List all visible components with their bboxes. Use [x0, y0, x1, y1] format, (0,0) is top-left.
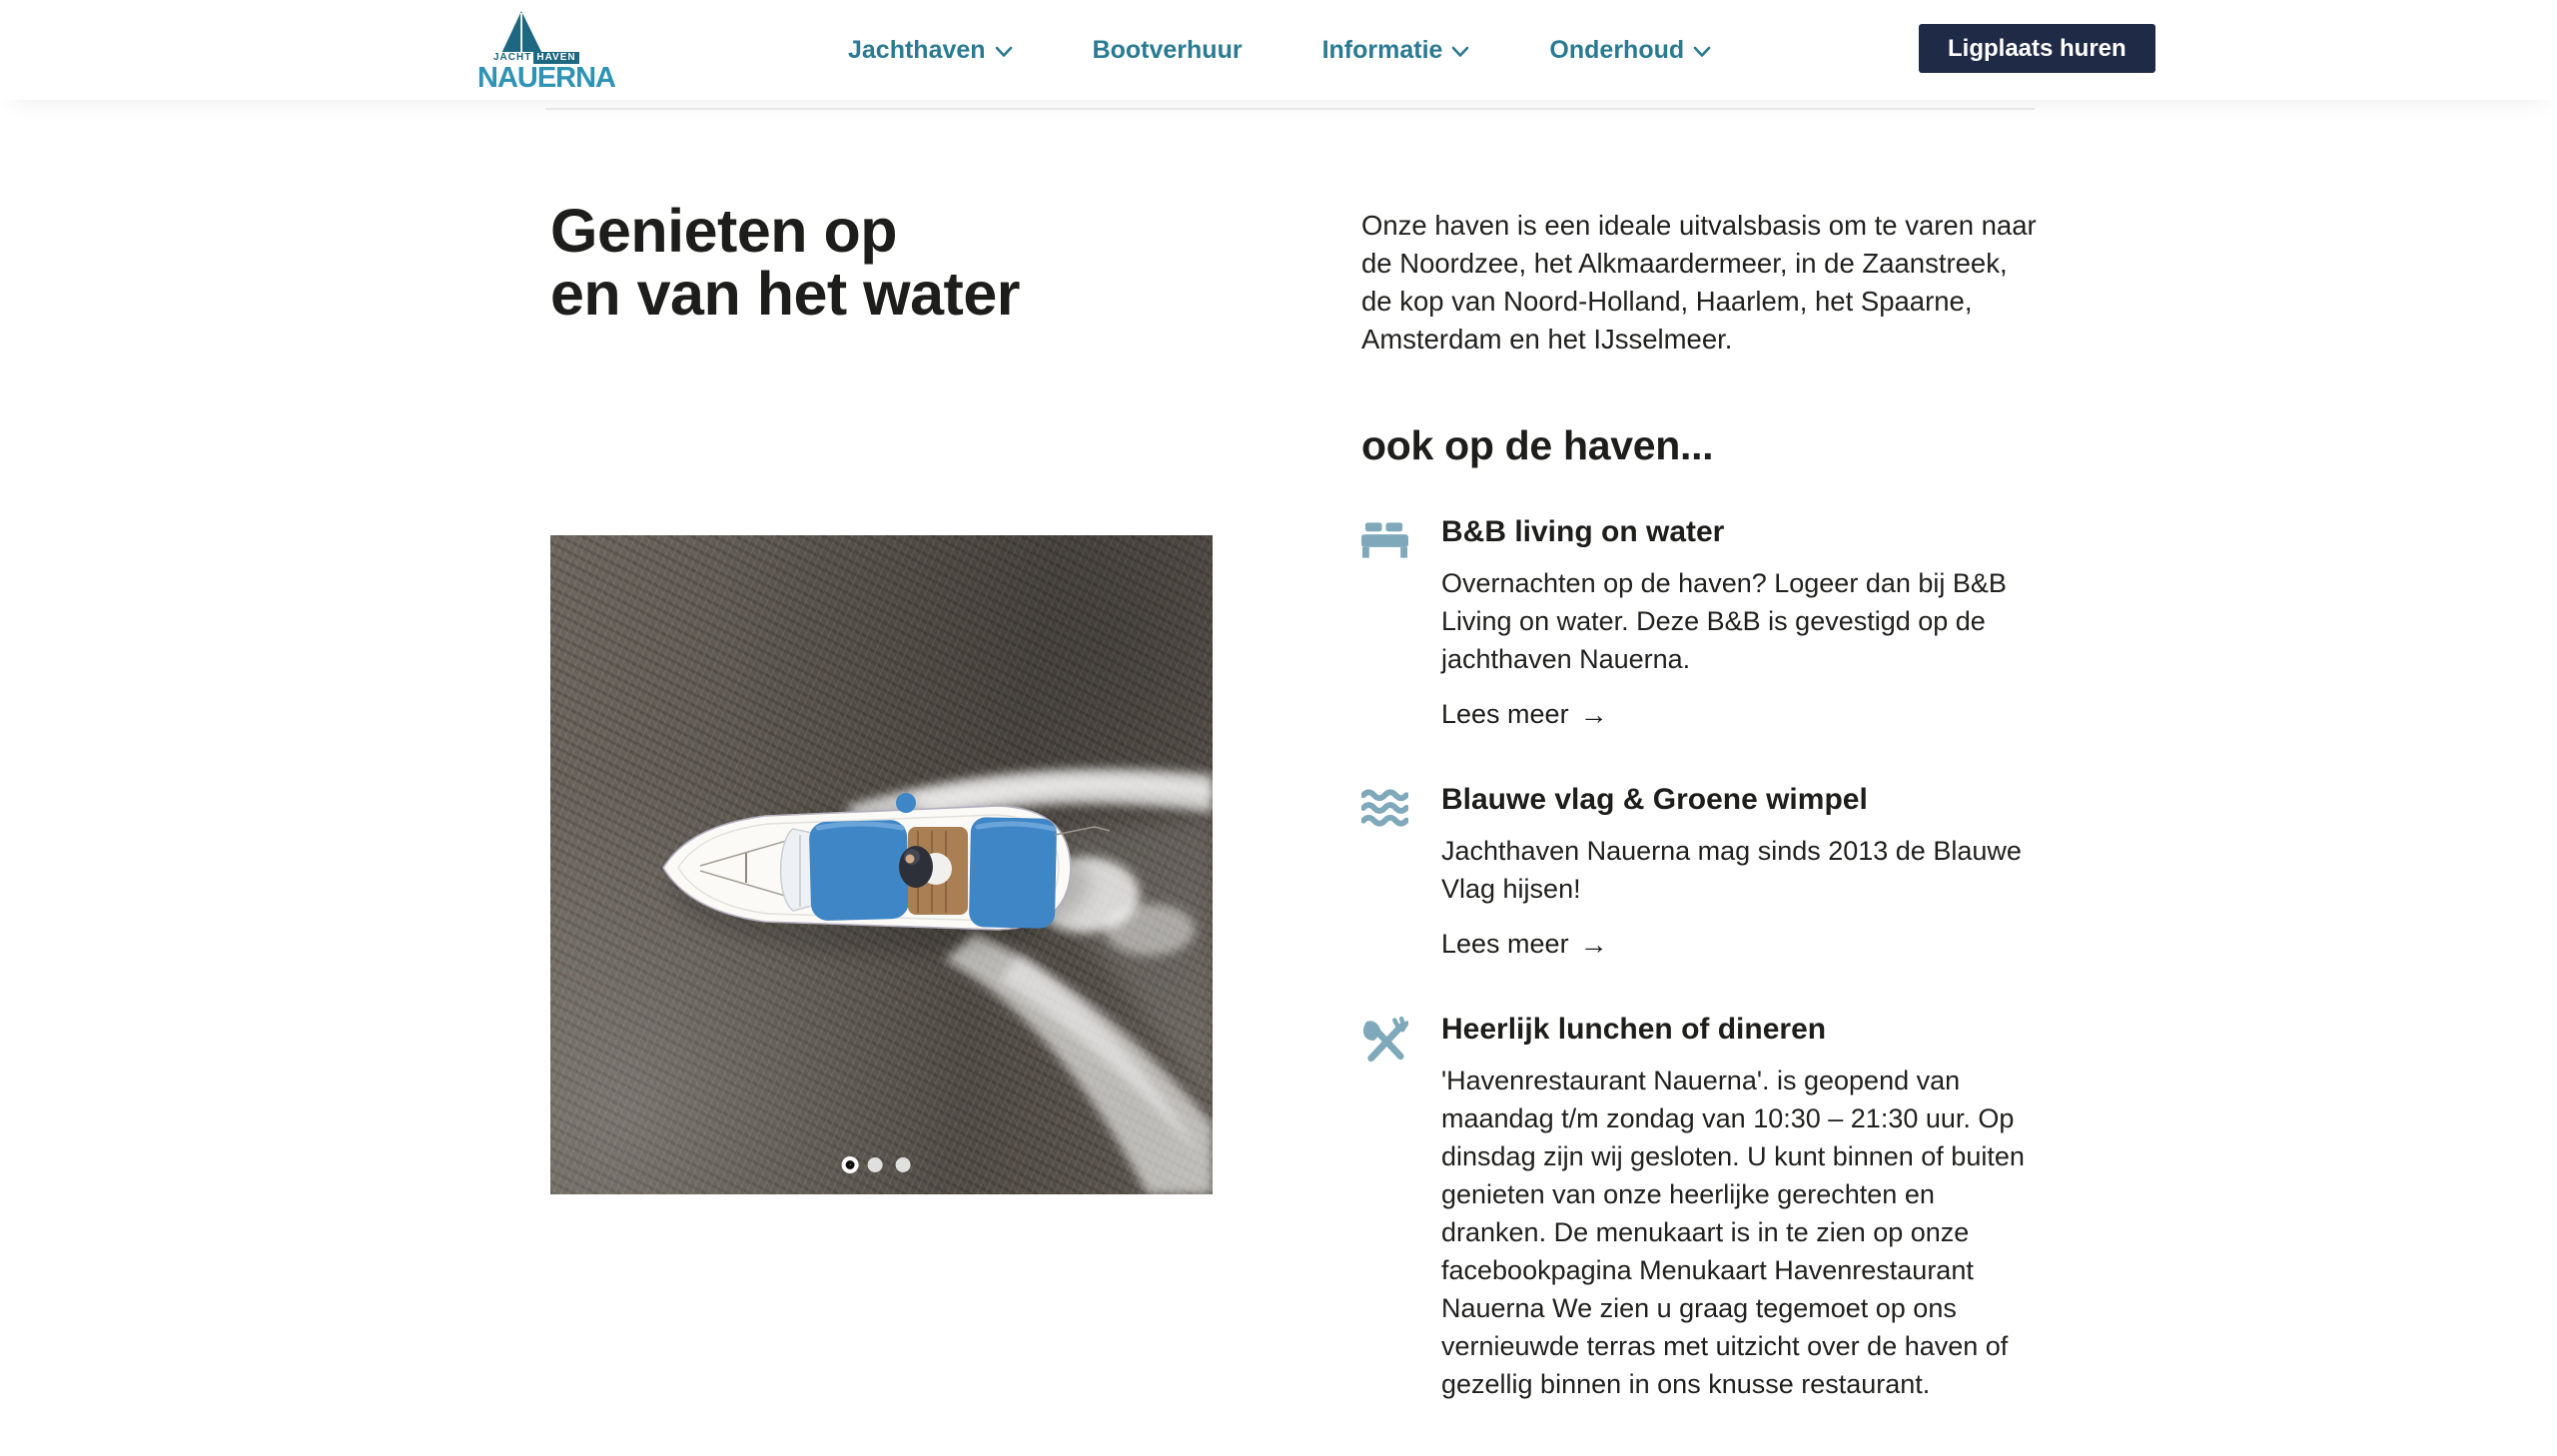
bed-icon	[1361, 515, 1408, 730]
chevron-down-icon	[995, 46, 1013, 58]
nav-item-jachthaven[interactable]	[848, 36, 1013, 65]
content-column	[1361, 207, 2037, 1456]
carousel-dot-3[interactable]	[895, 1157, 910, 1172]
page-title-line2: en van het water	[550, 260, 1020, 328]
logo-brand-text: NAUERNA	[477, 62, 615, 94]
logo[interactable]	[477, 7, 615, 94]
utensils-icon	[1361, 1013, 1408, 1403]
nav-item-bootverhuur[interactable]	[1093, 36, 1243, 65]
intro-paragraph: Onze haven is een ideale uitvalsbasis om te varen naar de Noordzee, het Alkmaardermeer, in de Zaanstreek, de kop van Noord-Holland, Haarlem, het Spaarne, Amsterdam en het IJsselmeer.	[1361, 210, 2037, 355]
feature-title: B&B living on water	[1441, 515, 1725, 548]
feature-title: Blauwe vlag & Groene wimpel	[1441, 783, 1868, 816]
ligplaats-huren-button[interactable]: Ligplaats huren	[1919, 24, 2155, 73]
page-title-line1: Genieten op	[550, 197, 897, 265]
chevron-down-icon	[1451, 46, 1469, 58]
nav-item-label: Jachthaven	[848, 35, 986, 64]
feature-body: Overnachten op de haven? Logeer dan bij B&B Living on water. Deze B&B is gevestigd op de jachthaven Nauerna.	[1441, 568, 2007, 674]
logo-word-right: HAVEN	[533, 52, 578, 64]
site-header	[0, 0, 2557, 100]
boat-photo-illustration	[550, 535, 1213, 1194]
logo-word-left: JACHT	[493, 52, 532, 63]
nav-item-informatie[interactable]	[1322, 36, 1470, 65]
waves-icon	[1361, 783, 1408, 960]
carousel-dot-1[interactable]	[845, 1160, 854, 1169]
nav-item-label: Bootverhuur	[1092, 35, 1243, 64]
feature-bnb	[1361, 515, 2037, 730]
photo-carousel[interactable]	[550, 535, 1213, 1194]
lees-meer-label: Lees meer	[1441, 699, 1569, 729]
arrow-right-icon: →	[1579, 698, 1608, 730]
nav-item-label: Onderhoud	[1549, 35, 1685, 64]
header-divider	[545, 108, 2035, 110]
feature-restaurant	[1361, 1013, 2037, 1403]
lees-meer-link[interactable]	[1441, 929, 1608, 960]
feature-body: Jachthaven Nauerna mag sinds 2013 de Blauwe Vlag hijsen!	[1441, 836, 2022, 904]
arrow-right-icon: →	[1579, 928, 1608, 960]
chevron-down-icon	[1693, 46, 1711, 58]
lees-meer-link[interactable]	[1441, 699, 1608, 730]
carousel-dots	[845, 1157, 910, 1172]
lees-meer-label: Lees meer	[1441, 929, 1569, 959]
nav-item-onderhoud[interactable]	[1549, 36, 1711, 65]
feature-content	[1441, 783, 2037, 960]
feature-title: Heerlijk lunchen of dineren	[1441, 1013, 1827, 1046]
carousel-dot-2[interactable]	[867, 1157, 882, 1172]
main-nav	[848, 0, 1711, 100]
section-heading: ook op de haven...	[1361, 422, 1714, 468]
feature-content	[1441, 1013, 2037, 1403]
feature-content	[1441, 515, 2037, 730]
feature-body: 'Havenrestaurant Nauerna'. is geopend van maandag t/m zondag van 10:30 – 21:30 uur. Op dinsdag zijn wij gesloten. U kunt binnen of buiten genieten van onze heerlijke gerechten en dranken. De menukaart is in te zien op onze facebookpagina Menukaart Havenrestaurant Nauerna We zien u graag tegemoet op ons vernieuwde terras met uitzicht over de haven of gezellig binnen in ons knusse restaurant.	[1441, 1066, 2025, 1399]
nav-item-label: Informatie	[1321, 35, 1443, 64]
feature-list	[1361, 515, 2037, 1403]
feature-blauwe-vlag	[1361, 783, 2037, 960]
page-title	[550, 197, 1020, 328]
